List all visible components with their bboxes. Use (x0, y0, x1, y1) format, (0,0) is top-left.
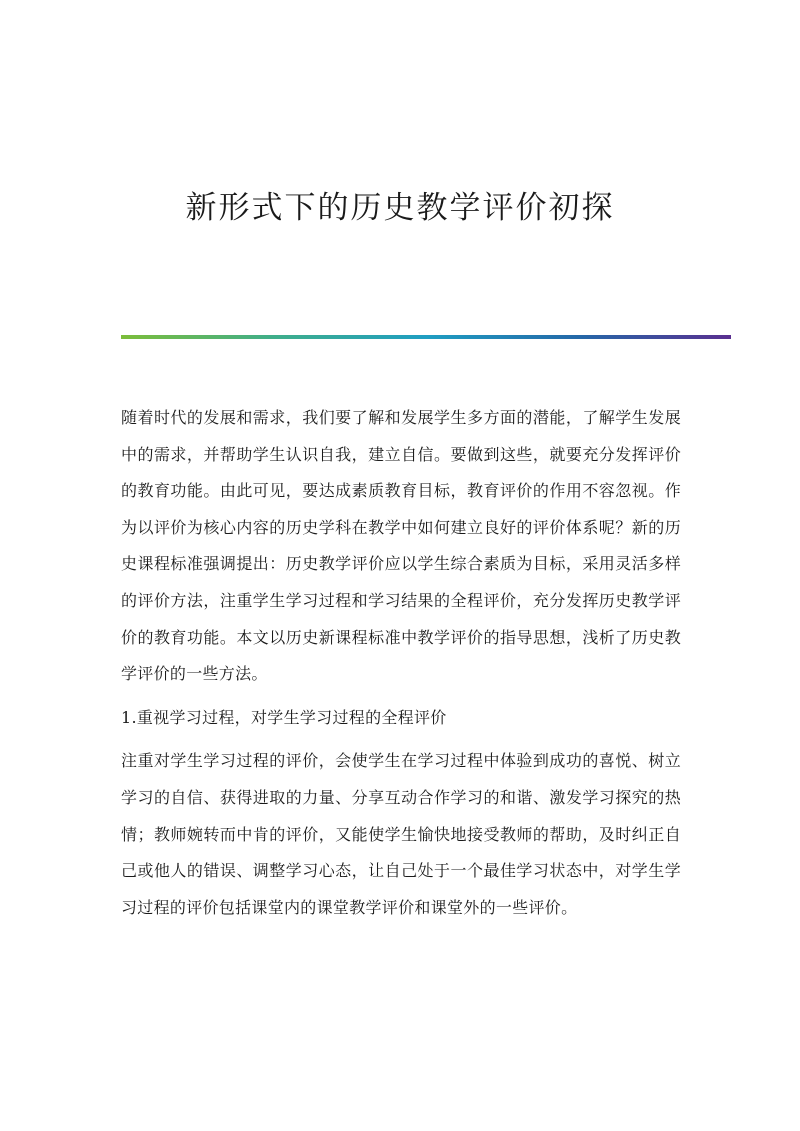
section-heading-1: 1.重视学习过程，对学生学习过程的全程评价 (121, 707, 447, 727)
intro-paragraph: 随着时代的发展和需求，我们要了解和发展学生多方面的潜能，了解学生发展中的需求，并帮助学生认识自我，建立自信。要做到这些，就要充分发挥评价的教育功能。由此可见，要达成素质教育目标，教育评价的作用不容忽视。作为以评价为核心内容的历史学科在教学中如何建立良好的评价体系呢？新的历史课程标准强调提出：历史教学评价应以学生综合素质为目标，采用灵活多样的评价方法，注重学生学习过程和学习结果的全程评价，充分发挥历史教学评价的教育功能。本文以历史新课程标准中教学评价的指导思想，浅析了历史教学评价的一些方法。 (121, 408, 681, 684)
title-divider (121, 335, 731, 339)
section-1-paragraph: 注重对学生学习过程的评价，会使学生在学习过程中体验到成功的喜悦、树立学习的自信、获得进取的力量、分享互动合作学习的和谐、激发学习探究的热情；教师婉转而中肯的评价，又能使学生愉快地接受教师的帮助，及时纠正自己或他人的错误、调整学习心态，让自己处于一个最佳学习状态中，对学生学习过程的评价包括课堂内的课堂教学评价和课堂外的一些评价。 (121, 751, 681, 917)
page-title: 新形式下的历史教学评价初探 (185, 190, 615, 226)
document-body (121, 400, 681, 926)
